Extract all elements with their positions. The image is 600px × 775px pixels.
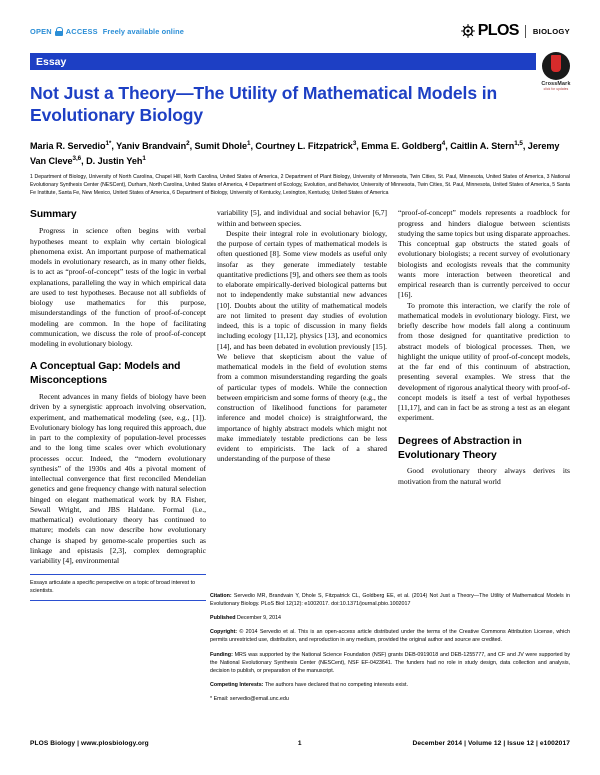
corresponding-email[interactable]: * Email: servedio@email.unc.edu — [210, 695, 289, 702]
column-middle — [217, 208, 387, 600]
heading-degrees-of-abstraction: Degrees of Abstraction in Evolutionary Theory — [398, 435, 522, 461]
published-text: December 9, 2014 — [237, 615, 282, 622]
footnote-rule-bottom — [30, 600, 206, 601]
logo-divider — [525, 25, 526, 38]
paragraph-right-1: “proof-of-concept” models represents a roadblock for progress and hinders dialogue between scientists studying the same topics but using disparate approaches. This conceptual gap obstructs the stated goals of evolutionary biologists; a recent survey of evolutionary biologists and ecologists reveals that the community wants more interaction between theoretical and empirical research than is currently perceived to occur [16]. — [398, 208, 570, 300]
citation-block — [210, 592, 570, 608]
paragraph-middle-1: variability [5], and individual and social behavior [6,7] within and between species. — [217, 208, 388, 228]
published-label: Published — [210, 615, 236, 622]
freely-available-label: Freely available online — [102, 26, 184, 36]
article-type-label: Essay — [36, 55, 67, 68]
copyright-block — [210, 628, 570, 644]
copyright-label: Copyright: — [210, 629, 238, 636]
column-left — [30, 208, 206, 600]
copyright-text: © 2014 Servedio et al. This is an open-access article distributed under the terms of the Creative Commons Attribution License, which permits unrestricted use, distribution, and reproduction in any medium, provided the original author and source are credited. — [210, 629, 570, 644]
page-header — [30, 0, 570, 48]
published-block — [210, 614, 570, 622]
paragraph-conceptual-gap: Recent advances in many fields of biology have been driven by a synergistic approach involving observation, experiment, and mathematical modeling (see, e.g., [1]). Evolutionary biology has long required this approach, due in part to the complexity of population-level processes and to the long time scales over which evolutionary processes occur. Indeed, the “modern evolutionary synthesis” of the 1930s and 40s a pivotal moment of intellectual convergence that first reconciled Mendelian genetics and gene frequency change with natural selection hinged on elegant mathematical work by RA Fisher, Sewall Wright, and JBS Haldane. Formal (i.e., mathematical) evolutionary theory has continued to mature; models can now describe how evolutionary change is shaped by genome-scale properties such as linkage and epistasis [2,3], complex demographic variability [4], environmental — [30, 392, 206, 566]
page-title: Not Just a Theory—The Utility of Mathematical Models in Evolutionary Biology — [30, 83, 498, 126]
competing-interests-label: Competing Interests: — [210, 681, 264, 688]
footer-page-number: 1 — [297, 740, 302, 747]
heading-summary: Summary — [30, 209, 77, 221]
competing-interests-text: The authors have declared that no competing interests exist. — [264, 681, 409, 688]
lock-icon — [55, 27, 63, 36]
citation-label: Citation: — [210, 593, 232, 599]
open-access-banner — [30, 27, 184, 36]
plos-wordmark: PLOS — [477, 22, 519, 39]
article-body — [30, 208, 570, 600]
crossmark-label: CrossMark — [541, 81, 571, 87]
open-access-open-label: OPEN — [30, 26, 52, 36]
paragraph-middle-2: Despite their integral role in evolutionary biology, the purpose of certain types of mathematical models is often questioned [8]. Some view models as useful only insofar as they generate immediately testable quantitative predictions [9], and others see them as tools to elaborate empirically-derived biological patterns but not to independently make substantial new advances [10]. Doubts about the utility of mathematical models are not limited to present day studies of evolution indeed, this is a topic of discussion in many fields including ecology [11,12], physics [13], and economics [14], and has been debated in evolution previously [15]. We believe that skepticism about the value of mathematical models in the field of evolution stems from a common misunderstanding regarding the goals of particular types of models. While the connection between empiricism and some forms of theory (e.g., the construction of likelihood functions for parameter inference and model choice) is straightforward, the importance of highly abstract models which might not make immediately testable predictions can be less evident to empiricists. The lack of a shared understanding of the purpose of these — [217, 228, 388, 464]
competing-interests-block — [210, 681, 570, 689]
footnote-text: Essays articulate a specific perspective on a topic of broad interest to scientists. — [30, 580, 196, 595]
column-right — [398, 208, 570, 600]
funding-label: Funding: — [210, 651, 233, 658]
author-list: Maria R. Servedio$^{1*}$, Yaniv Brandvain$^2$, Sumit Dhole$^1$, Courtney L. Fitzpatrick$^3$, Emma E. Goldberg$^4$, Caitlin A. Stern$^{1,5}$, Jeremy Van Cleve$^{3,6}$, D. Justin Yeh$^1$ — [30, 140, 560, 166]
crossmark-sublabel: click for updates — [543, 87, 569, 91]
paragraph-right-2: To promote this interaction, we clarify the role of mathematical models in evolutionary biology. First, we briefly describe how models fall along a continuum from those designed for quantitative prediction to abstract models of biological processes. Then, we highlight the unique utility of proof-of-concept models, at the far end of this continuum of abstraction, presenting several examples. We stress that the development of rigorous analytical theory with proof-of-concept models is itself a test of verbal hypotheses [11,17], and can in fact be as strong a test as an elegant experiment. — [398, 300, 570, 423]
crossmark-icon — [542, 52, 570, 80]
essay-footnote — [30, 574, 206, 600]
heading-conceptual-gap: A Conceptual Gap: Models and Misconceptions — [30, 361, 181, 387]
crossmark-badge[interactable] — [536, 52, 576, 91]
plos-logo — [461, 23, 570, 39]
footer-issue-info: December 2014 | Volume 12 | Issue 12 | e1002017 — [412, 740, 570, 747]
article-type-banner — [30, 53, 536, 70]
affiliations: 1 Department of Biology, University of North Carolina, Chapel Hill, North Carolina, United States of America, 2 Department of Plant Biology, University of Minnesota, Twin Cities, St. Paul, Minnesota, United States of America, 3 National Evolutionary Synthesis Center (NESCent), Durham, North Carolina, United States of America, 4 Department of Ecology, Evolution, and Behavior, University of Minnesota, Twin Cities, St. Paul, Minnesota, United States of America, 5 Santa Fe Institute, Santa Fe, New Mexico, United States of America, 6 Department of Biology, University of Kentucky, Lexington, Kentucky, United States of America — [30, 173, 570, 197]
citation-text: Servedio MR, Brandvain Y, Dhole S, Fitzpatrick CL, Goldberg EE, et al. (2014) Not Just a Theory—The Utility of Mathematical Models in Evolutionary Biology. PLoS Biol 12(12): e1002017. doi:10.1371/journal.pbio.1002017 — [210, 593, 570, 608]
paragraph-abstraction: Good evolutionary theory always derives its motivation from the natural world — [398, 466, 570, 486]
journal-name: BIOLOGY — [532, 26, 570, 36]
page-footer — [30, 740, 570, 747]
footer-journal-url[interactable]: PLOS Biology | www.plosbiology.org — [30, 740, 149, 747]
article-metadata — [210, 592, 570, 709]
plos-cell-icon — [461, 24, 475, 38]
funding-text: MRS was supported by the National Science Foundation (NSF) grants DEB-0919018 and DEB-1255777, and CF and JV were supported by the National Evolutionary Synthesis Center (NESCent), NSF EF-0423641. The funders had no role in study design, data collection and analysis, decision to publish, or preparation of the manuscript. — [210, 651, 570, 674]
open-access-access-label: ACCESS — [65, 26, 98, 36]
paragraph-summary: Progress in science often begins with verbal hypotheses meant to explain why certain biological phenomena exist. An important purpose of mathematical models in evolutionary research, as in many other fields, is to act as “proof-of-concept” tests of the logic in verbal explanations, paralleling the way in which empirical data are used to test hypotheses. Because not all subfields of biology use mathematics for this purpose, misunderstandings of the function of proof-of-concept modeling are common. In the hope of facilitating communication, we discuss the role of proof-of-concept modeling in evolutionary biology. — [30, 226, 206, 349]
funding-block — [210, 651, 570, 675]
